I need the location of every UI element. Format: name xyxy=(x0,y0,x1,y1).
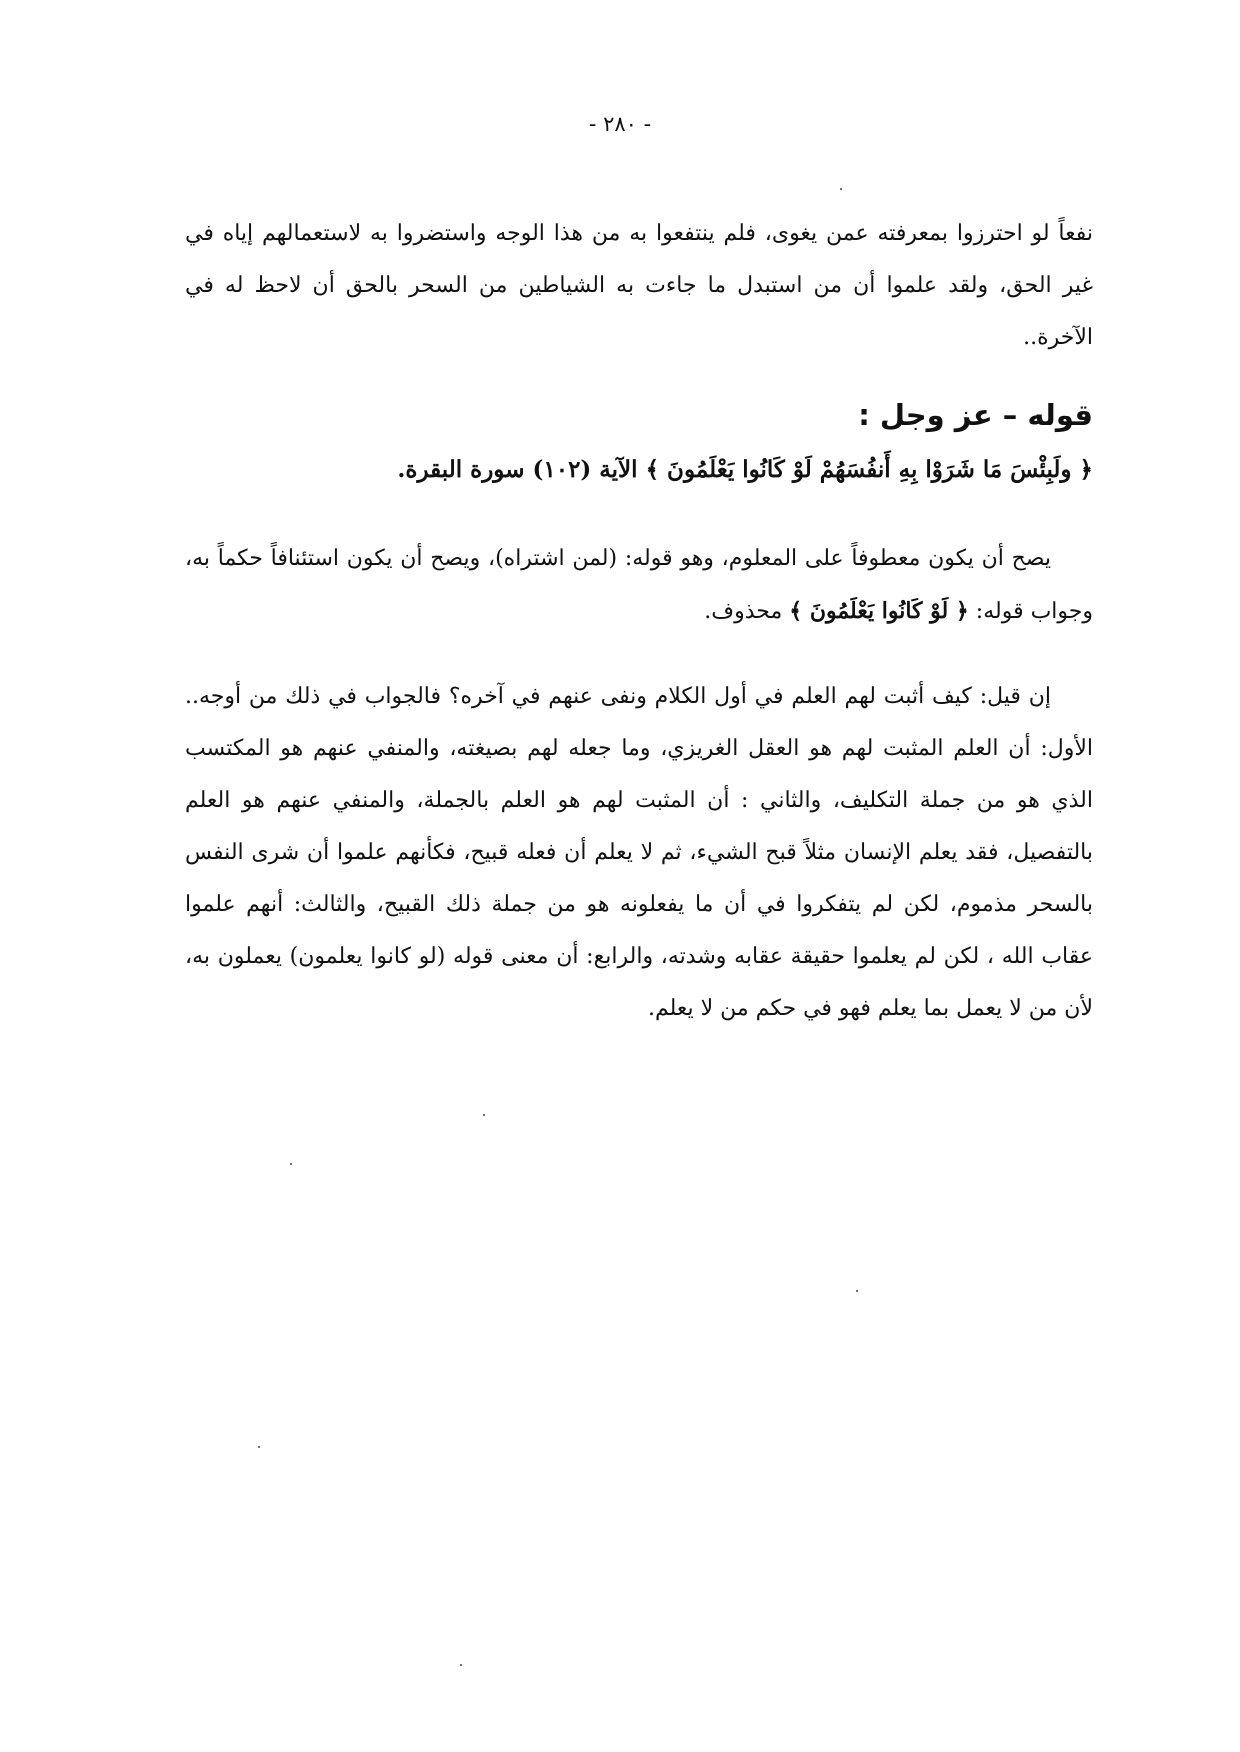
section-heading: قوله – عز وجل : xyxy=(858,398,1093,432)
scan-speck xyxy=(290,1163,292,1165)
scan-speck xyxy=(840,188,842,190)
paragraph-two-end: محذوف. xyxy=(704,599,783,624)
intro-paragraph: نفعاً لو احترزوا بمعرفته عمن يغوى، فلم ينتفعوا به من هذا الوجه واستضروا به لاستعمالهم إياه في غير الحق، ولقد علموا أن من استبدل ما جاءت به الشياطين من السحر بالحق أن لاحظ له في الآخرة.. xyxy=(185,221,1093,350)
paragraph-two xyxy=(185,533,1093,638)
scan-speck xyxy=(856,1290,858,1292)
verse-text: ﴿ ولَبِئْسَ مَا شَرَوْا بِهِ أَنفُسَهُمْ لَوْ كَانُوا يَعْلَمُونَ ﴾ xyxy=(645,456,1093,483)
scan-speck xyxy=(483,1114,485,1116)
page-number: - ٢٨٠ - xyxy=(588,112,652,136)
verse-line xyxy=(397,456,1093,483)
scan-speck xyxy=(258,1446,260,1448)
paragraph-two-text: يصح أن يكون معطوفاً على المعلوم، وهو قوله: (لمن اشتراه)، ويصح أن يكون استئنافاً حكماً به، وجواب قوله: xyxy=(185,546,1093,624)
paragraph-two-quote: ﴿ لَوْ كَانُوا يَعْلَمُونَ ﴾ xyxy=(789,598,969,624)
verse-reference: الآية (١٠٢) سورة البقرة. xyxy=(397,456,638,483)
paragraph-three: إن قيل: كيف أثبت لهم العلم في أول الكلام ونفى عنهم في آخره؟ فالجواب في ذلك من أوجه.. الأول: أن العلم المثبت لهم هو العقل الغريزي، وما جعله لهم بصيغته، والمنفي عنهم هو المكتسب الذي هو من جملة التكليف، والثاني : أن المثبت لهم هو العلم بالجملة، والمنفي عنهم هو العلم بالتفصيل، فقد يعلم الإنسان مثلاً قبح الشيء، ثم لا يعلم أن فعله قبيح، فكأنهم علموا أن شرى النفس بالسحر مذموم، لكن لم يتفكروا في أن ما يفعلونه هو من جملة ذلك القبيح، والثالث: أنهم علموا عقاب الله ، لكن لم يعلموا حقيقة عقابه وشدته، والرابع: أن معنى قوله (لو كانوا يعلمون) يعملون به، لأن من لا يعمل بما يعلم فهو في حكم من لا يعلم. xyxy=(185,684,1093,1021)
scan-speck xyxy=(460,1664,462,1666)
